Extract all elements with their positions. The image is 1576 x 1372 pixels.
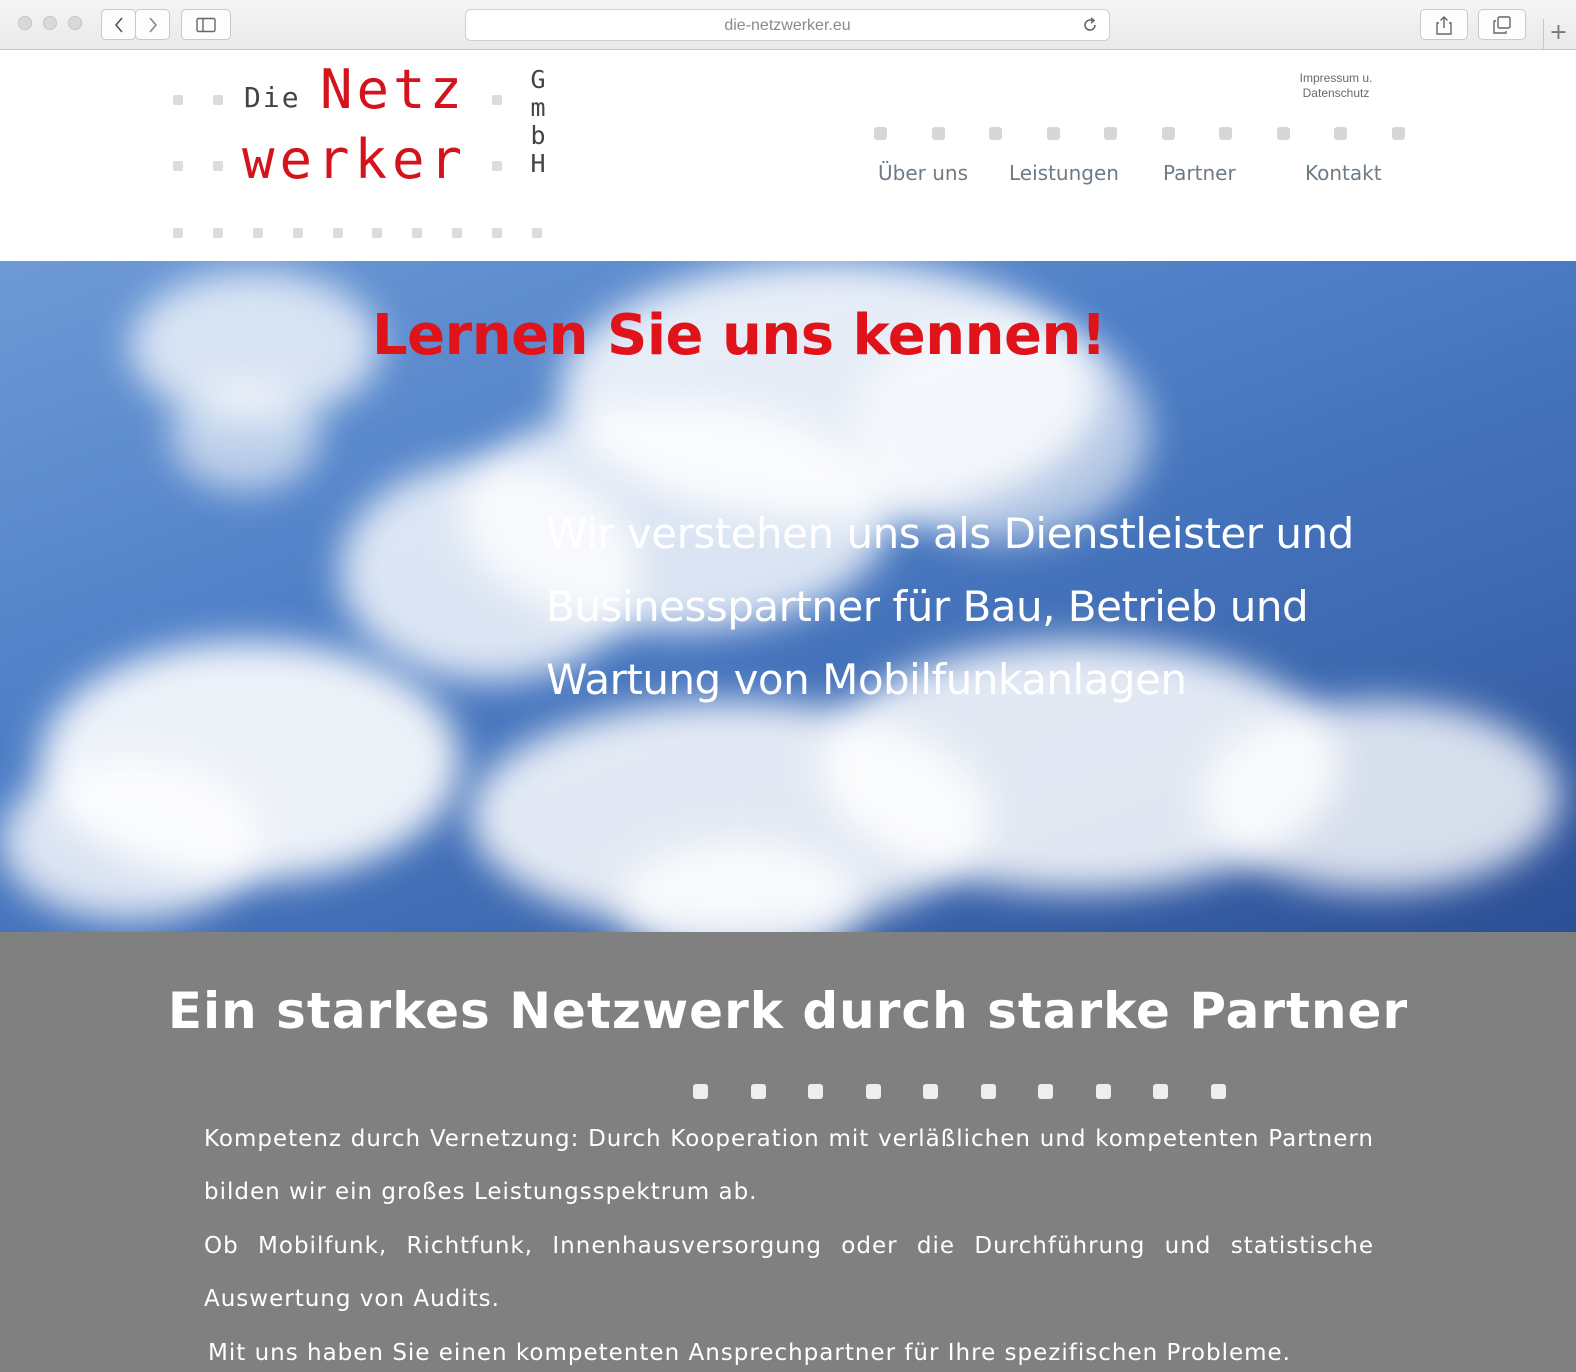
address-bar[interactable] — [465, 9, 1110, 41]
logo-die-text: Die — [244, 81, 301, 114]
hero-title: Lernen Sie uns kennen! — [372, 303, 1106, 368]
forward-icon — [148, 17, 158, 33]
paragraph-kompetenz: Kompetenz durch Vernetzung: Durch Kooperation mit verläßlichen und kompetenten Partnern bilden wir ein großes Leistungsspektrum ab. — [204, 1126, 1374, 1205]
new-tab-button[interactable]: + — [1543, 19, 1573, 50]
logo-netz-text: Netz — [320, 58, 467, 121]
browser-toolbar — [0, 0, 1576, 50]
site-header — [0, 51, 1576, 261]
hero-tagline: Wir verstehen uns als Dienstleister und Businesspartner für Bau, Betrieb und Wartung von Mobilfunkanlagen — [546, 509, 1354, 704]
nav-item-kontakt[interactable]: Kontakt — [1305, 161, 1382, 185]
close-window-button[interactable] — [18, 16, 32, 30]
nav-item-partner[interactable]: Partner — [1163, 161, 1236, 185]
nav-item-ueber-uns[interactable]: Über uns — [878, 161, 968, 185]
section-title: Ein starkes Netzwerk durch starke Partner — [167, 982, 1409, 1040]
share-icon — [1436, 15, 1452, 35]
paragraph-ansprechpartner: Mit uns haben Sie einen kompetenten Ansprechpartner für Ihre spezifischen Probleme. — [208, 1340, 1291, 1366]
share-button[interactable] — [1420, 9, 1468, 40]
logo-gmbh-text: G m b H — [530, 65, 546, 178]
minimize-window-button[interactable] — [43, 16, 57, 30]
hero-banner — [0, 261, 1576, 932]
url-text: die-netzwerker.eu — [724, 17, 851, 34]
reload-icon[interactable] — [1081, 16, 1099, 34]
nav-item-leistungen[interactable]: Leistungen — [1009, 161, 1119, 185]
show-tabs-button[interactable] — [1478, 9, 1526, 40]
forward-button[interactable] — [135, 9, 170, 40]
zoom-window-button[interactable] — [68, 16, 82, 30]
logo-werker-text: werker — [242, 128, 468, 191]
impressum-link[interactable]: Impressum u. Datenschutz — [1299, 71, 1373, 100]
back-button[interactable] — [101, 9, 136, 40]
sidebar-button[interactable] — [181, 9, 231, 40]
back-icon — [114, 17, 124, 33]
tabs-icon — [1493, 16, 1511, 34]
sidebar-icon — [196, 17, 216, 32]
partners-section — [0, 932, 1576, 1372]
paragraph-leistungen: Ob Mobilfunk, Richtfunk, Innenhausversorgung oder die Durchführung und statistische Auswertung von Audits. — [204, 1233, 1374, 1312]
